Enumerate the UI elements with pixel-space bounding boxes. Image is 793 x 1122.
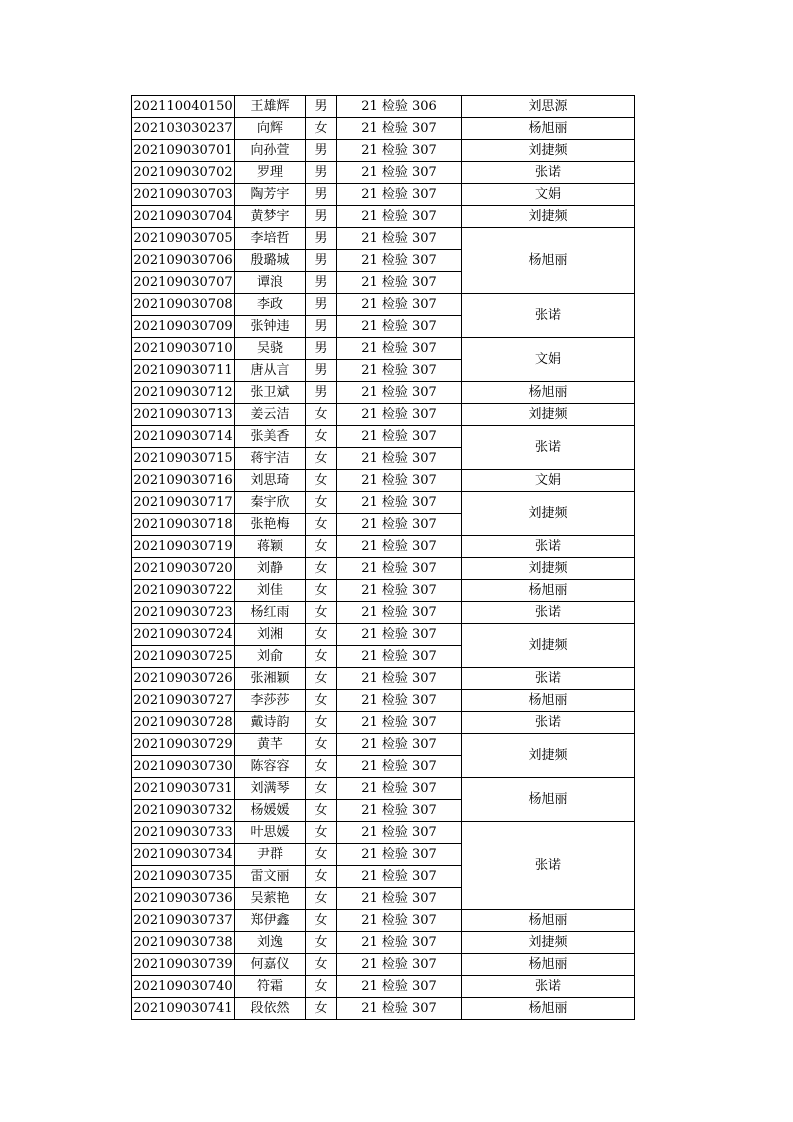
student-class-cell: 21 检验 307	[337, 580, 462, 602]
student-class-cell: 21 检验 307	[337, 976, 462, 998]
table-row	[132, 536, 635, 558]
table-row	[132, 910, 635, 932]
student-name-cell: 张钟违	[235, 316, 306, 338]
student-gender-cell: 男	[306, 382, 337, 404]
student-gender-cell: 女	[306, 448, 337, 470]
student-id-cell: 202109030740	[132, 976, 235, 998]
student-gender-cell: 女	[306, 800, 337, 822]
student-id-cell: 202109030707	[132, 272, 235, 294]
table-row	[132, 624, 635, 646]
student-id-cell: 202109030729	[132, 734, 235, 756]
mentor-cell: 刘捷频	[462, 734, 635, 778]
student-class-cell: 21 检验 307	[337, 690, 462, 712]
student-id-cell: 202109030735	[132, 866, 235, 888]
student-id-cell: 202109030712	[132, 382, 235, 404]
student-gender-cell: 女	[306, 668, 337, 690]
student-name-cell: 刘佳	[235, 580, 306, 602]
mentor-cell: 张诺	[462, 976, 635, 998]
student-gender-cell: 男	[306, 140, 337, 162]
student-class-cell: 21 检验 307	[337, 536, 462, 558]
mentor-cell: 刘捷频	[462, 492, 635, 536]
student-id-cell: 202109030736	[132, 888, 235, 910]
student-id-cell: 202109030703	[132, 184, 235, 206]
student-gender-cell: 女	[306, 976, 337, 998]
student-gender-cell: 女	[306, 492, 337, 514]
mentor-cell: 杨旭丽	[462, 580, 635, 602]
student-class-cell: 21 检验 307	[337, 558, 462, 580]
student-id-cell: 202109030706	[132, 250, 235, 272]
student-class-cell: 21 检验 307	[337, 734, 462, 756]
student-name-cell: 刘湘	[235, 624, 306, 646]
table-row	[132, 712, 635, 734]
student-id-cell: 202110040150	[132, 96, 235, 118]
student-class-cell: 21 检验 307	[337, 844, 462, 866]
student-name-cell: 唐从言	[235, 360, 306, 382]
student-gender-cell: 男	[306, 294, 337, 316]
mentor-cell: 文娟	[462, 184, 635, 206]
student-id-cell: 202109030702	[132, 162, 235, 184]
student-class-cell: 21 检验 307	[337, 822, 462, 844]
student-gender-cell: 女	[306, 756, 337, 778]
student-id-cell: 202109030731	[132, 778, 235, 800]
student-name-cell: 张卫斌	[235, 382, 306, 404]
student-gender-cell: 女	[306, 778, 337, 800]
table-row	[132, 492, 635, 514]
student-name-cell: 刘静	[235, 558, 306, 580]
mentor-cell: 杨旭丽	[462, 382, 635, 404]
table-row	[132, 228, 635, 250]
table-row	[132, 118, 635, 140]
student-gender-cell: 女	[306, 910, 337, 932]
student-name-cell: 罗理	[235, 162, 306, 184]
student-name-cell: 王雄辉	[235, 96, 306, 118]
student-id-cell: 202109030723	[132, 602, 235, 624]
student-name-cell: 蒋宇洁	[235, 448, 306, 470]
student-roster-table	[131, 95, 635, 1020]
student-id-cell: 202109030726	[132, 668, 235, 690]
student-id-cell: 202109030719	[132, 536, 235, 558]
student-gender-cell: 女	[306, 866, 337, 888]
student-class-cell: 21 检验 307	[337, 756, 462, 778]
student-class-cell: 21 检验 307	[337, 118, 462, 140]
student-class-cell: 21 检验 307	[337, 712, 462, 734]
mentor-cell: 张诺	[462, 712, 635, 734]
student-id-cell: 202109030711	[132, 360, 235, 382]
student-name-cell: 向辉	[235, 118, 306, 140]
student-class-cell: 21 检验 307	[337, 228, 462, 250]
student-name-cell: 姜云洁	[235, 404, 306, 426]
student-class-cell: 21 检验 307	[337, 888, 462, 910]
student-gender-cell: 女	[306, 404, 337, 426]
student-class-cell: 21 检验 307	[337, 184, 462, 206]
student-id-cell: 202109030738	[132, 932, 235, 954]
student-id-cell: 202109030714	[132, 426, 235, 448]
student-name-cell: 雷文丽	[235, 866, 306, 888]
student-id-cell: 202109030737	[132, 910, 235, 932]
table-row	[132, 932, 635, 954]
student-class-cell: 21 检验 307	[337, 294, 462, 316]
student-id-cell: 202109030739	[132, 954, 235, 976]
student-gender-cell: 男	[306, 316, 337, 338]
student-id-cell: 202109030709	[132, 316, 235, 338]
student-class-cell: 21 检验 307	[337, 162, 462, 184]
student-class-cell: 21 检验 307	[337, 668, 462, 690]
student-class-cell: 21 检验 307	[337, 492, 462, 514]
student-id-cell: 202109030724	[132, 624, 235, 646]
mentor-cell: 刘思源	[462, 96, 635, 118]
student-class-cell: 21 检验 307	[337, 800, 462, 822]
student-name-cell: 蒋颖	[235, 536, 306, 558]
student-name-cell: 秦宇欣	[235, 492, 306, 514]
student-class-cell: 21 检验 307	[337, 514, 462, 536]
student-name-cell: 符霜	[235, 976, 306, 998]
student-gender-cell: 女	[306, 558, 337, 580]
student-gender-cell: 男	[306, 96, 337, 118]
student-name-cell: 李培哲	[235, 228, 306, 250]
mentor-cell: 张诺	[462, 668, 635, 690]
student-name-cell: 段依然	[235, 998, 306, 1020]
table-row	[132, 580, 635, 602]
table-row	[132, 602, 635, 624]
mentor-cell: 张诺	[462, 294, 635, 338]
mentor-cell: 杨旭丽	[462, 228, 635, 294]
mentor-cell: 刘捷频	[462, 206, 635, 228]
student-gender-cell: 女	[306, 734, 337, 756]
student-name-cell: 杨红雨	[235, 602, 306, 624]
student-class-cell: 21 检验 307	[337, 998, 462, 1020]
student-class-cell: 21 检验 307	[337, 866, 462, 888]
student-gender-cell: 女	[306, 470, 337, 492]
student-gender-cell: 女	[306, 822, 337, 844]
student-id-cell: 202109030704	[132, 206, 235, 228]
student-class-cell: 21 检验 307	[337, 382, 462, 404]
student-class-cell: 21 检验 307	[337, 426, 462, 448]
student-gender-cell: 女	[306, 118, 337, 140]
student-class-cell: 21 检验 307	[337, 360, 462, 382]
table-row	[132, 998, 635, 1020]
table-row	[132, 404, 635, 426]
student-name-cell: 杨媛媛	[235, 800, 306, 822]
mentor-cell: 刘捷频	[462, 558, 635, 580]
student-gender-cell: 男	[306, 228, 337, 250]
student-name-cell: 戴诗韵	[235, 712, 306, 734]
table-row	[132, 668, 635, 690]
mentor-cell: 文娟	[462, 338, 635, 382]
student-id-cell: 202109030708	[132, 294, 235, 316]
table-row	[132, 778, 635, 800]
student-id-cell: 202109030720	[132, 558, 235, 580]
roster-body	[132, 96, 635, 1020]
table-row	[132, 976, 635, 998]
student-gender-cell: 女	[306, 954, 337, 976]
student-class-cell: 21 检验 307	[337, 338, 462, 360]
student-class-cell: 21 检验 307	[337, 910, 462, 932]
student-name-cell: 李政	[235, 294, 306, 316]
mentor-cell: 张诺	[462, 822, 635, 910]
student-gender-cell: 女	[306, 888, 337, 910]
student-name-cell: 叶思媛	[235, 822, 306, 844]
student-id-cell: 202109030717	[132, 492, 235, 514]
mentor-cell: 杨旭丽	[462, 118, 635, 140]
table-row	[132, 382, 635, 404]
student-class-cell: 21 检验 307	[337, 932, 462, 954]
student-name-cell: 刘思琦	[235, 470, 306, 492]
student-id-cell: 202109030710	[132, 338, 235, 360]
student-name-cell: 黄梦宇	[235, 206, 306, 228]
student-id-cell: 202109030705	[132, 228, 235, 250]
table-row	[132, 206, 635, 228]
mentor-cell: 刘捷频	[462, 404, 635, 426]
student-gender-cell: 男	[306, 206, 337, 228]
student-gender-cell: 男	[306, 360, 337, 382]
mentor-cell: 张诺	[462, 162, 635, 184]
mentor-cell: 刘捷频	[462, 624, 635, 668]
table-row	[132, 338, 635, 360]
mentor-cell: 文娟	[462, 470, 635, 492]
student-gender-cell: 男	[306, 272, 337, 294]
student-gender-cell: 女	[306, 690, 337, 712]
student-class-cell: 21 检验 307	[337, 272, 462, 294]
table-row	[132, 426, 635, 448]
student-class-cell: 21 检验 307	[337, 954, 462, 976]
student-id-cell: 202103030237	[132, 118, 235, 140]
table-row	[132, 470, 635, 492]
student-id-cell: 202109030715	[132, 448, 235, 470]
student-gender-cell: 女	[306, 646, 337, 668]
student-id-cell: 202109030741	[132, 998, 235, 1020]
student-id-cell: 202109030730	[132, 756, 235, 778]
student-gender-cell: 女	[306, 712, 337, 734]
student-gender-cell: 女	[306, 602, 337, 624]
student-class-cell: 21 检验 307	[337, 206, 462, 228]
mentor-cell: 刘捷频	[462, 932, 635, 954]
table-row	[132, 96, 635, 118]
student-id-cell: 202109030725	[132, 646, 235, 668]
mentor-cell: 杨旭丽	[462, 998, 635, 1020]
student-name-cell: 向孙萱	[235, 140, 306, 162]
student-gender-cell: 女	[306, 844, 337, 866]
student-name-cell: 张湘颖	[235, 668, 306, 690]
student-name-cell: 吴骁	[235, 338, 306, 360]
student-class-cell: 21 检验 307	[337, 404, 462, 426]
student-class-cell: 21 检验 307	[337, 140, 462, 162]
student-gender-cell: 女	[306, 514, 337, 536]
student-class-cell: 21 检验 306	[337, 96, 462, 118]
student-name-cell: 刘逸	[235, 932, 306, 954]
table-row	[132, 822, 635, 844]
student-name-cell: 谭浪	[235, 272, 306, 294]
mentor-cell: 杨旭丽	[462, 778, 635, 822]
student-class-cell: 21 检验 307	[337, 646, 462, 668]
table-row	[132, 140, 635, 162]
table-row	[132, 734, 635, 756]
student-class-cell: 21 检验 307	[337, 448, 462, 470]
student-id-cell: 202109030716	[132, 470, 235, 492]
student-gender-cell: 女	[306, 998, 337, 1020]
student-name-cell: 吴萦艳	[235, 888, 306, 910]
table-row	[132, 558, 635, 580]
student-class-cell: 21 检验 307	[337, 778, 462, 800]
student-name-cell: 尹群	[235, 844, 306, 866]
student-gender-cell: 女	[306, 932, 337, 954]
student-name-cell: 殷璐城	[235, 250, 306, 272]
student-gender-cell: 女	[306, 624, 337, 646]
student-gender-cell: 男	[306, 250, 337, 272]
mentor-cell: 刘捷频	[462, 140, 635, 162]
mentor-cell: 杨旭丽	[462, 954, 635, 976]
table-row	[132, 690, 635, 712]
student-name-cell: 张艳梅	[235, 514, 306, 536]
table-row	[132, 954, 635, 976]
student-class-cell: 21 检验 307	[337, 602, 462, 624]
student-name-cell: 刘满琴	[235, 778, 306, 800]
student-name-cell: 李莎莎	[235, 690, 306, 712]
student-name-cell: 何嘉仪	[235, 954, 306, 976]
student-class-cell: 21 检验 307	[337, 624, 462, 646]
table-row	[132, 184, 635, 206]
mentor-cell: 张诺	[462, 426, 635, 470]
student-name-cell: 陶芳宇	[235, 184, 306, 206]
student-id-cell: 202109030728	[132, 712, 235, 734]
student-name-cell: 陈容容	[235, 756, 306, 778]
student-gender-cell: 男	[306, 162, 337, 184]
student-class-cell: 21 检验 307	[337, 316, 462, 338]
student-id-cell: 202109030734	[132, 844, 235, 866]
student-gender-cell: 男	[306, 338, 337, 360]
student-name-cell: 黄芊	[235, 734, 306, 756]
mentor-cell: 杨旭丽	[462, 690, 635, 712]
student-gender-cell: 女	[306, 580, 337, 602]
student-id-cell: 202109030718	[132, 514, 235, 536]
student-gender-cell: 女	[306, 426, 337, 448]
student-name-cell: 张美香	[235, 426, 306, 448]
student-gender-cell: 男	[306, 184, 337, 206]
student-id-cell: 202109030733	[132, 822, 235, 844]
mentor-cell: 张诺	[462, 602, 635, 624]
table-row	[132, 294, 635, 316]
student-name-cell: 刘俞	[235, 646, 306, 668]
mentor-cell: 张诺	[462, 536, 635, 558]
student-name-cell: 郑伊鑫	[235, 910, 306, 932]
student-class-cell: 21 检验 307	[337, 470, 462, 492]
mentor-cell: 杨旭丽	[462, 910, 635, 932]
student-id-cell: 202109030701	[132, 140, 235, 162]
student-class-cell: 21 检验 307	[337, 250, 462, 272]
student-id-cell: 202109030727	[132, 690, 235, 712]
student-id-cell: 202109030713	[132, 404, 235, 426]
table-row	[132, 162, 635, 184]
student-id-cell: 202109030732	[132, 800, 235, 822]
student-gender-cell: 女	[306, 536, 337, 558]
student-id-cell: 202109030722	[132, 580, 235, 602]
